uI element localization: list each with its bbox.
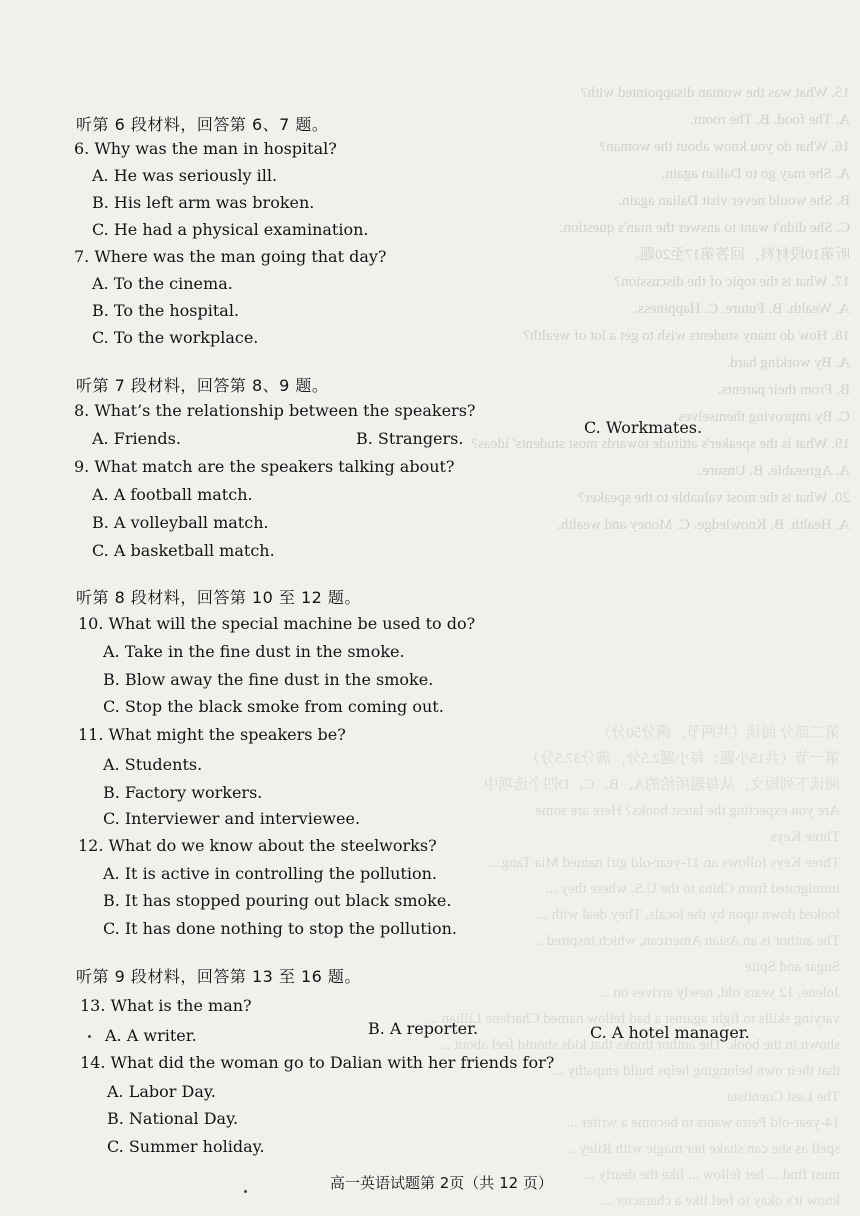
option: B. To the hospital. <box>92 301 240 320</box>
option: C. A basketball match. <box>92 541 275 560</box>
option: C. Stop the black smoke from coming out. <box>103 697 444 716</box>
option: B. Blow away the fine dust in the smoke. <box>103 670 434 689</box>
option: A. Labor Day. <box>107 1082 216 1101</box>
section-heading: 听第 6 段材料，回答第 6、7 题。 <box>76 115 329 134</box>
print-speck <box>244 1190 247 1193</box>
option: C. Workmates. <box>584 418 703 437</box>
page-footer: 高一英语试题第 2页（共 12 页） <box>330 1174 553 1192</box>
question-stem: 6. Why was the man in hospital? <box>74 139 337 158</box>
bleed-through-text: 15. What was the woman disappointed with? A. The food. B. The room. 16. What do you know about the woman? A. She may go to Dalian again. B. She would never visit Dalian again. C. She didn't want to answer the man's question. 听第10段材料，回答第17至20题。 17. What is the topic of the discussion? A. Wealth. B. Future. C. Happiness. 18. How do many students wish to get a lot of wealth? A. By working hard. B. From their parents. C. By improving themselves. 19. What is the speaker's attitude towards most students' ideas? A. Agreeable. B. Unsure. 20. What is the most valuable to the speaker? A. Health. B. Knowledge. C. Money and wealth. <box>471 85 850 533</box>
option: C. To the workplace. <box>92 328 259 347</box>
option: C. It has done nothing to stop the pollution. <box>103 919 457 938</box>
question-stem: 14. What did the woman go to Dalian with her friends for? <box>80 1053 555 1072</box>
option: A. A football match. <box>92 485 253 504</box>
option: B. It has stopped pouring out black smoke. <box>103 891 452 910</box>
option: A. It is active in controlling the pollution. <box>103 864 437 883</box>
option: A. To the cinema. <box>92 274 233 293</box>
question-stem: 7. Where was the man going that day? <box>74 247 387 266</box>
option: B. A volleyball match. <box>92 513 269 532</box>
option: B. A reporter. <box>368 1019 479 1038</box>
option: B. Strangers. <box>356 429 464 448</box>
question-stem: 10. What will the special machine be used to do? <box>78 614 476 633</box>
option: B. National Day. <box>107 1109 239 1128</box>
question-stem: 13. What is the man? <box>80 996 252 1015</box>
print-speck <box>88 1035 91 1038</box>
question-stem: 11. What might the speakers be? <box>78 725 346 744</box>
option: A. He was seriously ill. <box>92 166 278 185</box>
option: A. A writer. <box>105 1026 197 1045</box>
option: B. Factory workers. <box>103 783 263 802</box>
option: A. Take in the fine dust in the smoke. <box>103 642 405 661</box>
option: A. Students. <box>103 755 203 774</box>
question-stem: 9. What match are the speakers talking about? <box>74 457 455 476</box>
option: B. His left arm was broken. <box>92 193 315 212</box>
section-heading: 听第 7 段材料，回答第 8、9 题。 <box>76 376 329 395</box>
option: A. Friends. <box>92 429 181 448</box>
option: C. Interviewer and interviewee. <box>103 809 361 828</box>
bleed-through-text-lower: 第二部分 阅读（共两节，满分50分） 第一节（共15小题；每小题2.5分，满分37.5分） 阅读下列短文，从每题所给的A、B、C、D四个选项中 Are you expecting the latest books? Here are some Three Keys Three Keys follows an 11-year-old girl named Mia Tang... immigrated from China to the U.S. where they ... looked down upon by the locals. They deal with ... The author is an Asian American, which inspired ... Sugar and Spite Jolene, 12 years old, newly arrives on ... varying skills to fight against a bad fellow named Charlene Lillian ... shown in the book. The author thinks that kids should feel about ... that their own belonging helps build empathy ... The Last Cuentista 14-year-old Petra wants to become a writer ... spell as she can shake her magic with Riley ... must find ... her fellow ... like the dearly ... know it's okay to feel like a character ... <box>426 725 840 1209</box>
option: C. He had a physical examination. <box>92 220 369 239</box>
section-heading: 听第 8 段材料，回答第 10 至 12 题。 <box>76 588 361 607</box>
section-heading: 听第 9 段材料，回答第 13 至 16 题。 <box>76 967 361 986</box>
question-stem: 12. What do we know about the steelworks? <box>78 836 437 855</box>
option: C. A hotel manager. <box>590 1023 750 1042</box>
question-stem: 8. What’s the relationship between the speakers? <box>74 401 476 420</box>
option: C. Summer holiday. <box>107 1137 265 1156</box>
